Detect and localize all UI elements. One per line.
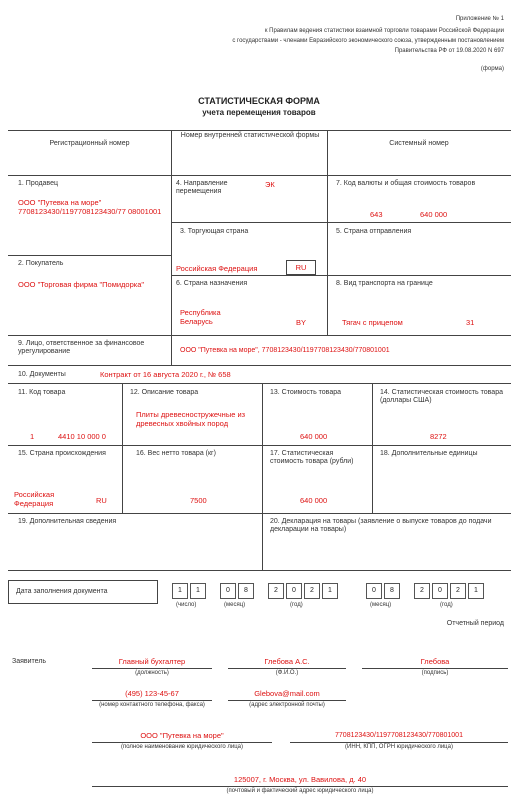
year-sublabel: (год): [290, 602, 303, 608]
origin-country-label: 15. Страна происхождения: [18, 450, 106, 457]
month-sublabel: (месяц): [224, 602, 246, 608]
declarant-name: Глебова А.С.: [264, 657, 310, 666]
destination-country-value: Республика Беларусь: [180, 308, 221, 326]
form-subtitle: учета перемещения товаров: [202, 108, 316, 117]
total-amount: 640 000: [420, 210, 448, 219]
form-title: СТАТИСТИЧЕСКАЯ ФОРМА: [198, 96, 320, 106]
date-month-1[interactable]: 0: [220, 583, 236, 599]
product-value-label: 13. Стоимость товара: [270, 389, 342, 396]
statistical-value-rub-label: 17. Статистическая стоимость товара (рубли): [270, 450, 354, 465]
declaration-label: 20. Декларация на товары (заявление о выпуске товаров до подачи декларации на товары): [270, 518, 492, 533]
appendix-label: Приложение № 1: [455, 16, 504, 22]
inn-sublabel: (ИНН, КПП, ОГРН юридического лица): [345, 744, 453, 750]
statistical-value-usd-label: 14. Статистическая стоимость товара (доллары США): [380, 389, 503, 404]
signature-sublabel: (подпись): [421, 670, 449, 676]
transport-code: 31: [466, 318, 475, 327]
transport-label: 8. Вид транспорта на границе: [336, 280, 433, 287]
declarant-label: Заявитель: [12, 658, 47, 665]
declarant-inn: 7708123430/1197708123430/770801001: [335, 732, 463, 739]
declarant-signature: Глебова: [420, 657, 450, 666]
origin-country-value: Российская Федерация: [14, 490, 55, 508]
date-year-1[interactable]: 2: [268, 583, 284, 599]
phone-sublabel: (номер контактного телефона, факса): [99, 702, 205, 708]
seller-value: ООО "Путевка на море" 7708123430/1197708123430/77 08001001: [18, 198, 162, 216]
period-year-4[interactable]: 1: [468, 583, 484, 599]
system-number-label: Системный номер: [389, 140, 449, 147]
product-description-label: 12. Описание товара: [130, 389, 199, 396]
product-number: 1: [30, 432, 35, 441]
date-day-1[interactable]: 1: [172, 583, 188, 599]
buyer-value: ООО "Торговая фирма "Помидорка": [18, 280, 145, 289]
statistical-value-usd: 8272: [430, 432, 447, 441]
direction-value: ЭК: [265, 180, 275, 189]
destination-country-label: 6. Страна назначения: [176, 280, 248, 287]
date-year-2[interactable]: 0: [286, 583, 302, 599]
internal-number-label: Номер внутренней статистической формы: [180, 132, 320, 139]
date-month-2[interactable]: 8: [238, 583, 254, 599]
documents-label: 10. Документы: [18, 371, 66, 378]
net-weight-label: 16. Вес нетто товара (кг): [136, 450, 216, 457]
net-weight-value: 7500: [190, 496, 207, 505]
declarant-phone: (495) 123-45-67: [125, 689, 179, 698]
reporting-period-label: Отчетный период: [446, 620, 504, 627]
period-year-3[interactable]: 2: [450, 583, 466, 599]
header-line2: с государствами - членами Евразийского экономического союза, утвержденным постановлением: [232, 38, 504, 44]
header-line1: к Правилам ведения статистики взаимной торговли товарами Российской Федерации: [264, 28, 504, 34]
departure-country-label: 5. Страна отправления: [336, 228, 412, 235]
additional-units-label: 18. Дополнительные единицы: [380, 450, 478, 457]
buyer-label: 2. Покупатель: [18, 260, 64, 267]
documents-value: Контракт от 16 августа 2020 г., № 658: [100, 370, 231, 379]
position-sublabel: (должность): [135, 670, 169, 676]
date-year-3[interactable]: 2: [304, 583, 320, 599]
financial-person-value: ООО "Путевка на море", 7708123430/1197708123430/770801001: [180, 347, 390, 354]
address-sublabel: (почтовый и фактический адрес юридического лица): [226, 788, 374, 794]
direction-label: 4. Направление перемещения: [176, 180, 228, 195]
declarant-address: 125007, г. Москва, ул. Вавилова, д. 40: [233, 775, 367, 784]
trading-country-label: 3. Торгующая страна: [180, 228, 249, 235]
header-line3: Правительства РФ от 19.08.2020 N 697: [394, 48, 504, 54]
period-month-sublabel: (месяц): [370, 602, 392, 608]
period-year-sublabel: (год): [440, 602, 453, 608]
currency-label: 7. Код валюты и общая стоимость товаров: [336, 180, 476, 187]
period-month-1[interactable]: 0: [366, 583, 382, 599]
departure-country-code: RU: [295, 263, 307, 272]
transport-value: Тягач с прицепом: [342, 318, 403, 327]
currency-code: 643: [370, 210, 383, 219]
declarant-position: Главный бухгалтер: [118, 657, 186, 666]
fill-date-label: Дата заполнения документа: [16, 588, 108, 595]
seller-label: 1. Продавец: [18, 180, 58, 187]
date-day-2[interactable]: 1: [190, 583, 206, 599]
product-value-value: 640 000: [300, 432, 328, 441]
destination-country-code: BY: [296, 318, 307, 327]
additional-info-label: 19. Дополнительная сведения: [18, 518, 117, 525]
product-code-value: 4410 10 000 0: [58, 432, 106, 441]
period-year-2[interactable]: 0: [432, 583, 448, 599]
name-sublabel: (Ф.И.О.): [275, 670, 299, 676]
declarant-org: ООО "Путевка на море": [140, 731, 224, 740]
registration-number-label: Регистрационный номер: [49, 140, 130, 147]
day-sublabel: (число): [176, 602, 197, 608]
form-label: (форма): [480, 66, 504, 72]
origin-country-code: RU: [96, 496, 107, 505]
financial-person-label: 9. Лицо, ответственное за финансовое урегулирование: [18, 340, 145, 355]
period-year-1[interactable]: 2: [414, 583, 430, 599]
org-sublabel: (полное наименование юридического лица): [120, 744, 244, 750]
declarant-email: Glebova@mail.com: [254, 689, 320, 698]
statistical-value-rub: 640 000: [300, 496, 328, 505]
date-year-4[interactable]: 1: [322, 583, 338, 599]
product-code-label: 11. Код товара: [18, 389, 66, 396]
departure-country-value: Российская Федерация: [176, 264, 258, 273]
email-sublabel: (адрес электронной почты): [249, 702, 325, 708]
product-description-value: Плиты древесностружечные из древесных хвойных пород: [136, 410, 246, 428]
period-month-2[interactable]: 8: [384, 583, 400, 599]
